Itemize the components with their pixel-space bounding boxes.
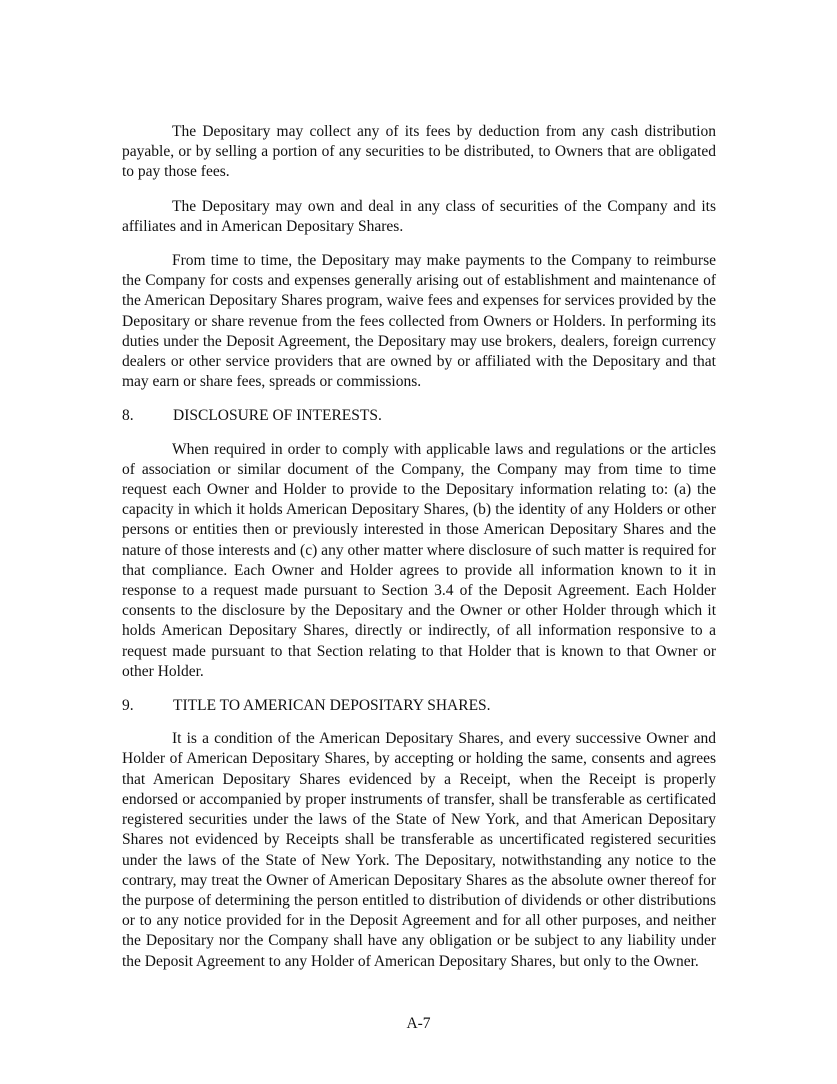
section-9-heading	[122, 696, 716, 716]
section-9-number: 9.	[122, 697, 134, 715]
page-number: A-7	[406, 1015, 431, 1032]
document-page	[122, 122, 716, 986]
section-9-title: TITLE TO AMERICAN DEPOSITARY SHARES.	[173, 697, 491, 715]
paragraph-fee-deduction: The Depositary may collect any of its fees by deduction from any cash distribution payable, or by selling a portion of any securities to be distributed, to Owners that are obligated to pay those fees.	[122, 123, 716, 181]
section-8-title: DISCLOSURE OF INTERESTS.	[173, 407, 382, 425]
paragraph-payments-to-company: From time to time, the Depositary may make payments to the Company to reimburse the Company for costs and expenses generally arising out of establishment and maintenance of the American Depositary Shares program, waive fees and expenses for services provided by the Depositary or share revenue from the fees collected from Owners or Holders. In performing its duties under the Deposit Agreement, the Depositary may use brokers, dealers, foreign currency dealers or other service providers that are owned by or affiliated with the Depositary and that may earn or share fees, spreads or commissions.	[122, 252, 716, 391]
section-9-body: It is a condition of the American Depositary Shares, and every successive Owner and Holder of American Depositary Shares, by accepting or holding the same, consents and agrees that American Depositary Shares evidenced by a Receipt, when the Receipt is properly endorsed or accompanied by proper instruments of transfer, shall be transferable as certificated registered securities under the laws of the State of New York, and that American Depositary Shares not evidenced by Receipts shall be transferable as uncertificated registered securities under the laws of the State of New York. The Depositary, notwithstanding any notice to the contrary, may treat the Owner of American Depositary Shares as the absolute owner thereof for the purpose of determining the person entitled to distribution of dividends or other distributions or to any notice provided for in the Deposit Agreement and for all other purposes, and neither the Depositary nor the Company shall have any obligation or be subject to any liability under the Deposit Agreement to any Holder of American Depositary Shares, but only to the Owner.	[122, 730, 716, 970]
section-8-body: When required in order to comply with applicable laws and regulations or the articles of association or similar document of the Company, the Company may from time to time request each Owner and Holder to provide to the Depositary information relating to: (a) the capacity in which it holds American Depositary Shares, (b) the identity of any Holders or other persons or entities then or previously interested in those American Depositary Shares and the nature of those interests and (c) any other matter where disclosure of such matter is required for that compliance. Each Owner and Holder agrees to provide all information known to it in response to a request made pursuant to Section 3.4 of the Deposit Agreement. Each Holder consents to the disclosure by the Depositary and the Owner or other Holder through which it holds American Depositary Shares, directly or indirectly, of all information responsive to a request made pursuant to that Section relating to that Holder that is known to that Owner or other Holder.	[122, 440, 716, 680]
paragraph-depositary-securities: The Depositary may own and deal in any class of securities of the Company and its affiliates and in American Depositary Shares.	[122, 197, 716, 235]
section-8-number: 8.	[122, 407, 134, 425]
section-8-heading	[122, 406, 716, 426]
